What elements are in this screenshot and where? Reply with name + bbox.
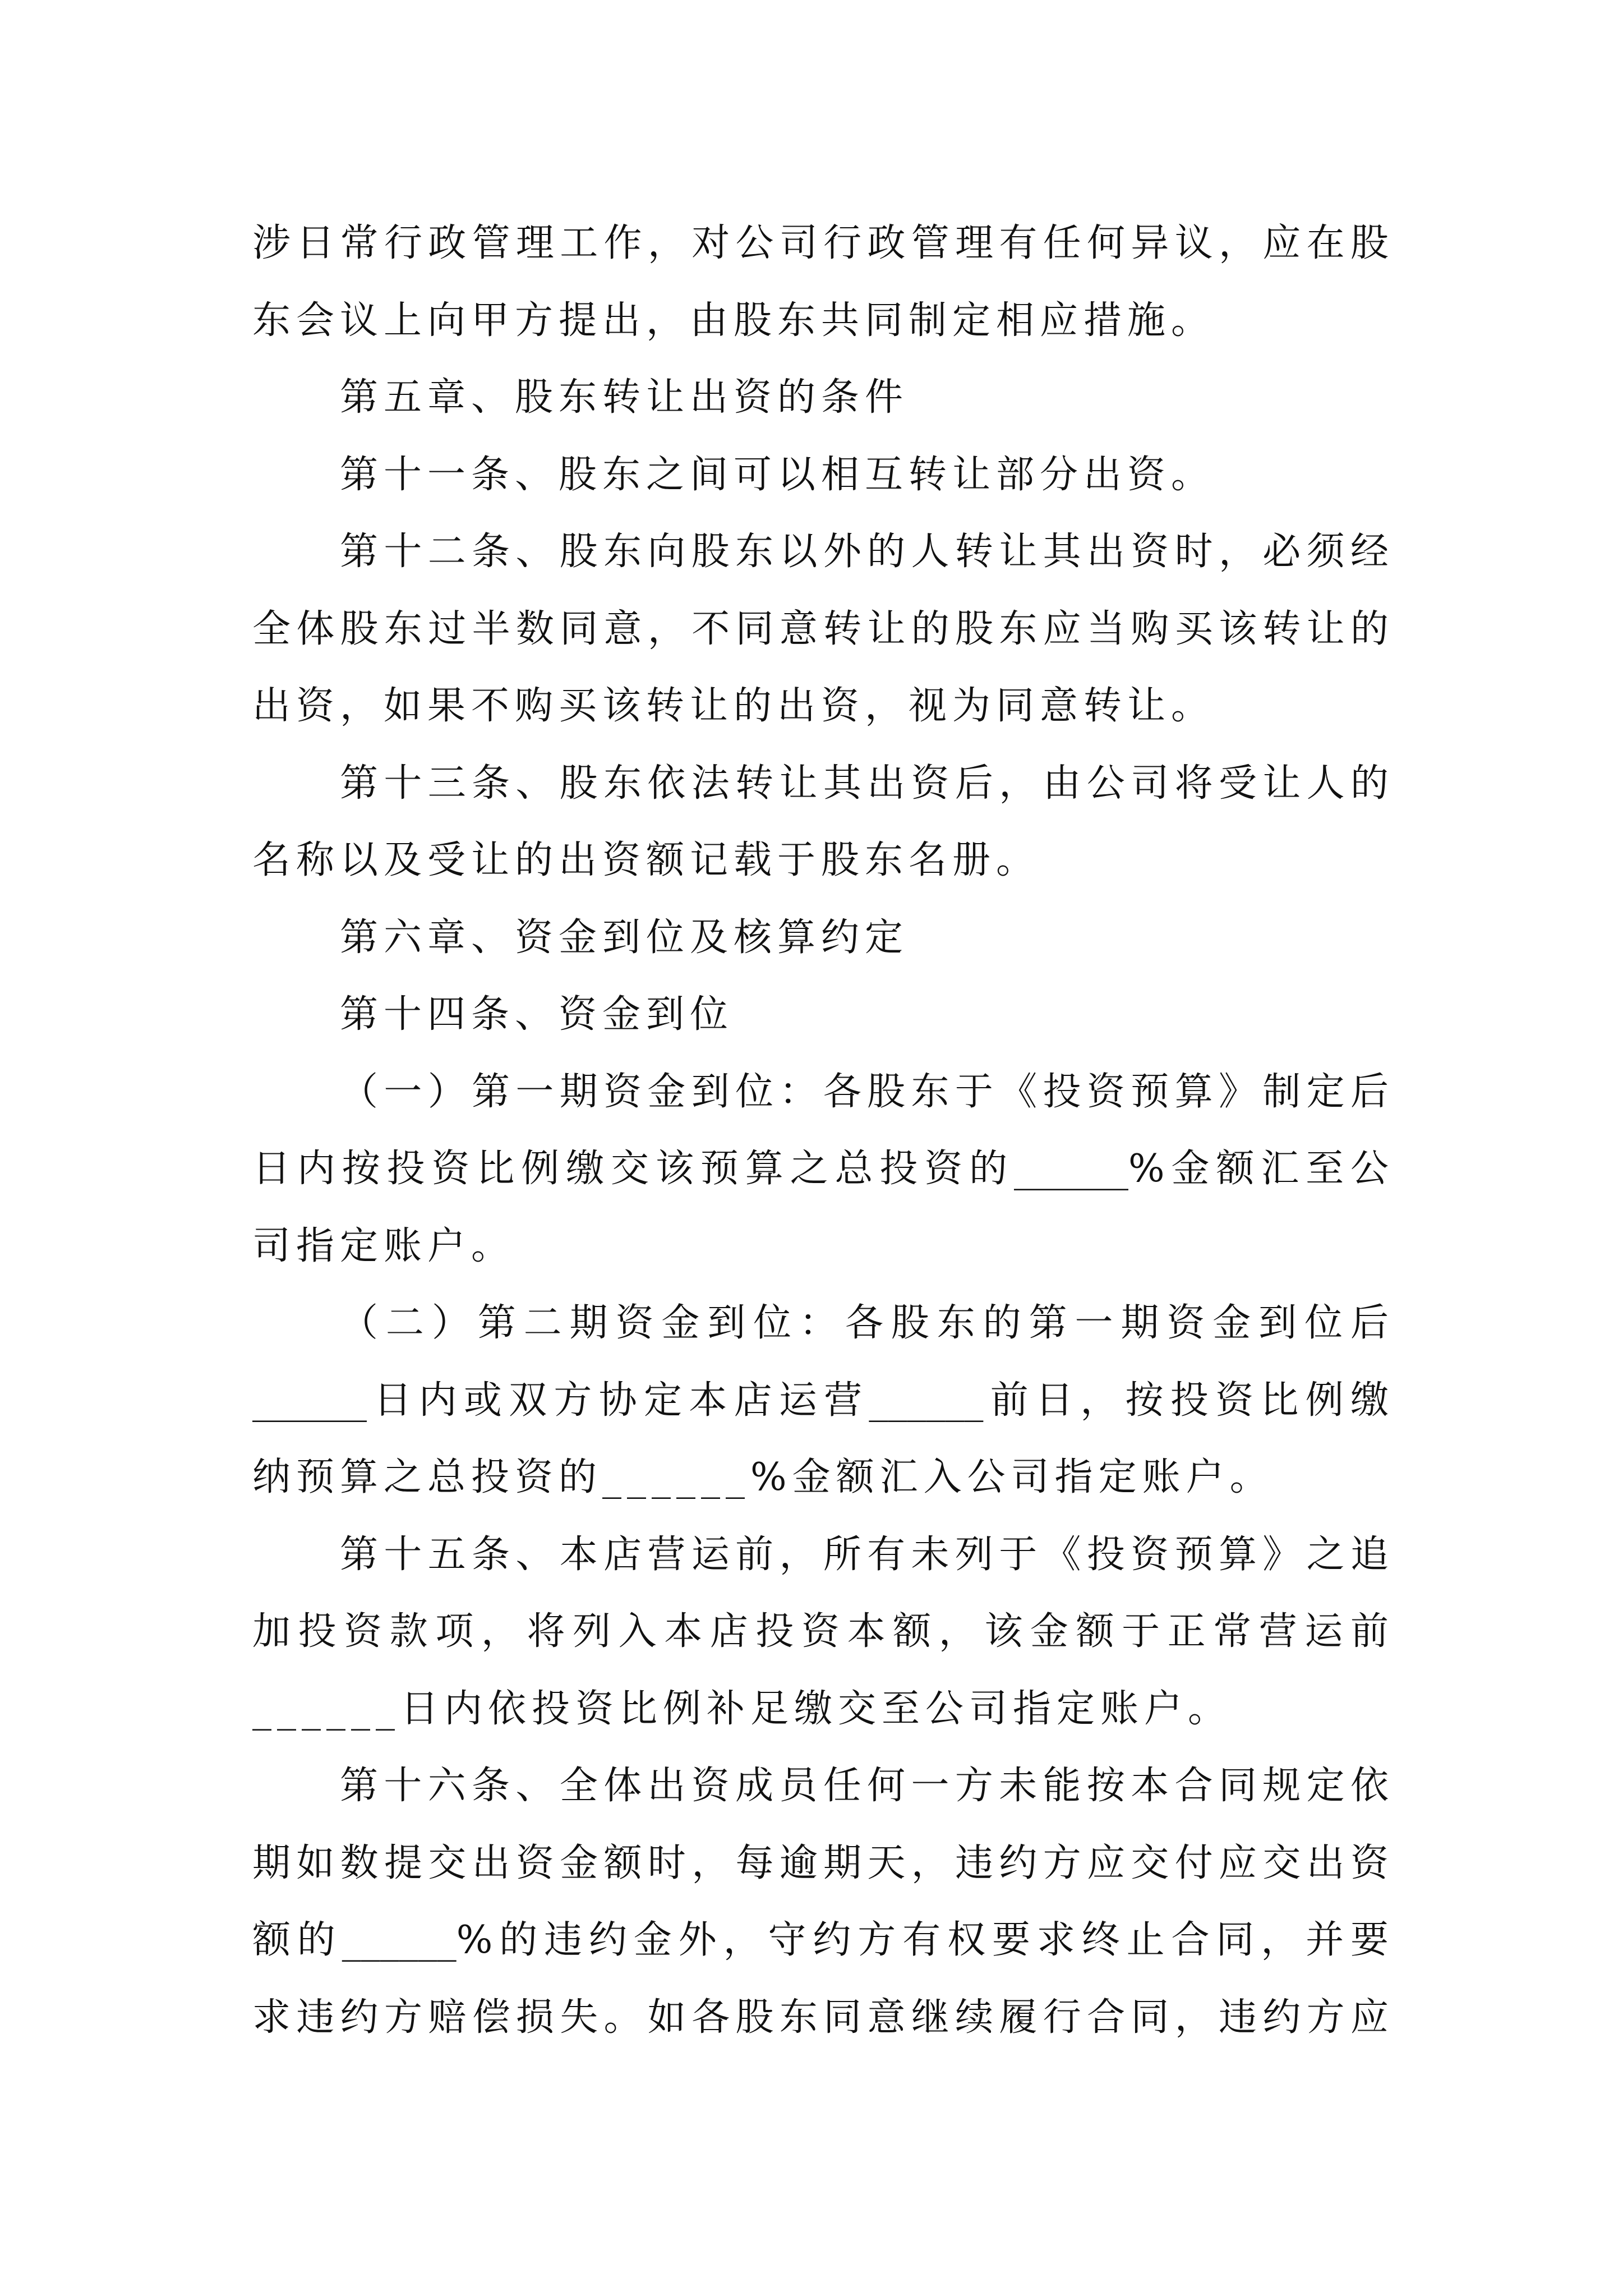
article-text-line: 第十五条、本店营运前，所有未列于《投资预算》之追	[340, 1532, 1389, 1577]
article-text-line: 第十三条、股东依法转让其出资后，由公司将受让人的	[340, 761, 1389, 806]
body-text-line: 涉日常行政管理工作，对公司行政管理有任何异议，应在股	[252, 221, 1389, 265]
body-text-line: ______日内或双方协定本店运营______前日，按投资比例缴	[252, 1378, 1389, 1423]
body-text-line: 额的______%的违约金外，守约方有权要求终止合同，并要	[252, 1918, 1389, 1962]
body-text-line: 求违约方赔偿损失。如各股东同意继续履行合同，违约方应	[252, 1995, 1389, 2040]
document-body	[252, 205, 1389, 2056]
article-text-line: 第十一条、股东之间可以相互转让部分出资。	[340, 452, 1215, 497]
body-text-line: 名称以及受让的出资额记载于股东名册。	[252, 838, 1040, 882]
body-text-line: ______日内依投资比例补足缴交至公司指定账户。	[252, 1686, 1232, 1731]
body-text-line: 期如数提交出资金额时，每逾期天，违约方应交付应交出资	[252, 1841, 1389, 1885]
body-text-line: 加投资款项，将列入本店投资本额，该金额于正常营运前	[252, 1609, 1389, 1654]
chapter-heading: 第六章、资金到位及核算约定	[340, 915, 909, 960]
body-text-line: 日内按投资比例缴交该预算之总投资的______%金额汇至公	[252, 1147, 1389, 1191]
clause-text-line: （一）第一期资金到位：各股东于《投资预算》制定后	[340, 1069, 1389, 1114]
article-text-line: 第十六条、全体出资成员任何一方未能按本合同规定依	[340, 1764, 1389, 1808]
article-text-line: 第十二条、股东向股东以外的人转让其出资时，必须经	[340, 530, 1389, 574]
body-text-line: 出资，如果不购买该转让的出资，视为同意转让。	[252, 684, 1215, 728]
body-text-line: 司指定账户。	[252, 1223, 515, 1268]
body-text-line: 纳预算之总投资的______%金额汇入公司指定账户。	[252, 1455, 1274, 1499]
chapter-heading: 第五章、股东转让出资的条件	[340, 375, 909, 420]
article-heading: 第十四条、资金到位	[340, 992, 734, 1037]
body-text-line: 全体股东过半数同意，不同意转让的股东应当购买该转让的	[252, 606, 1389, 651]
clause-text-line: （二）第二期资金到位：各股东的第一期资金到位后	[340, 1301, 1389, 1345]
body-text-line: 东会议上向甲方提出，由股东共同制定相应措施。	[252, 298, 1215, 343]
